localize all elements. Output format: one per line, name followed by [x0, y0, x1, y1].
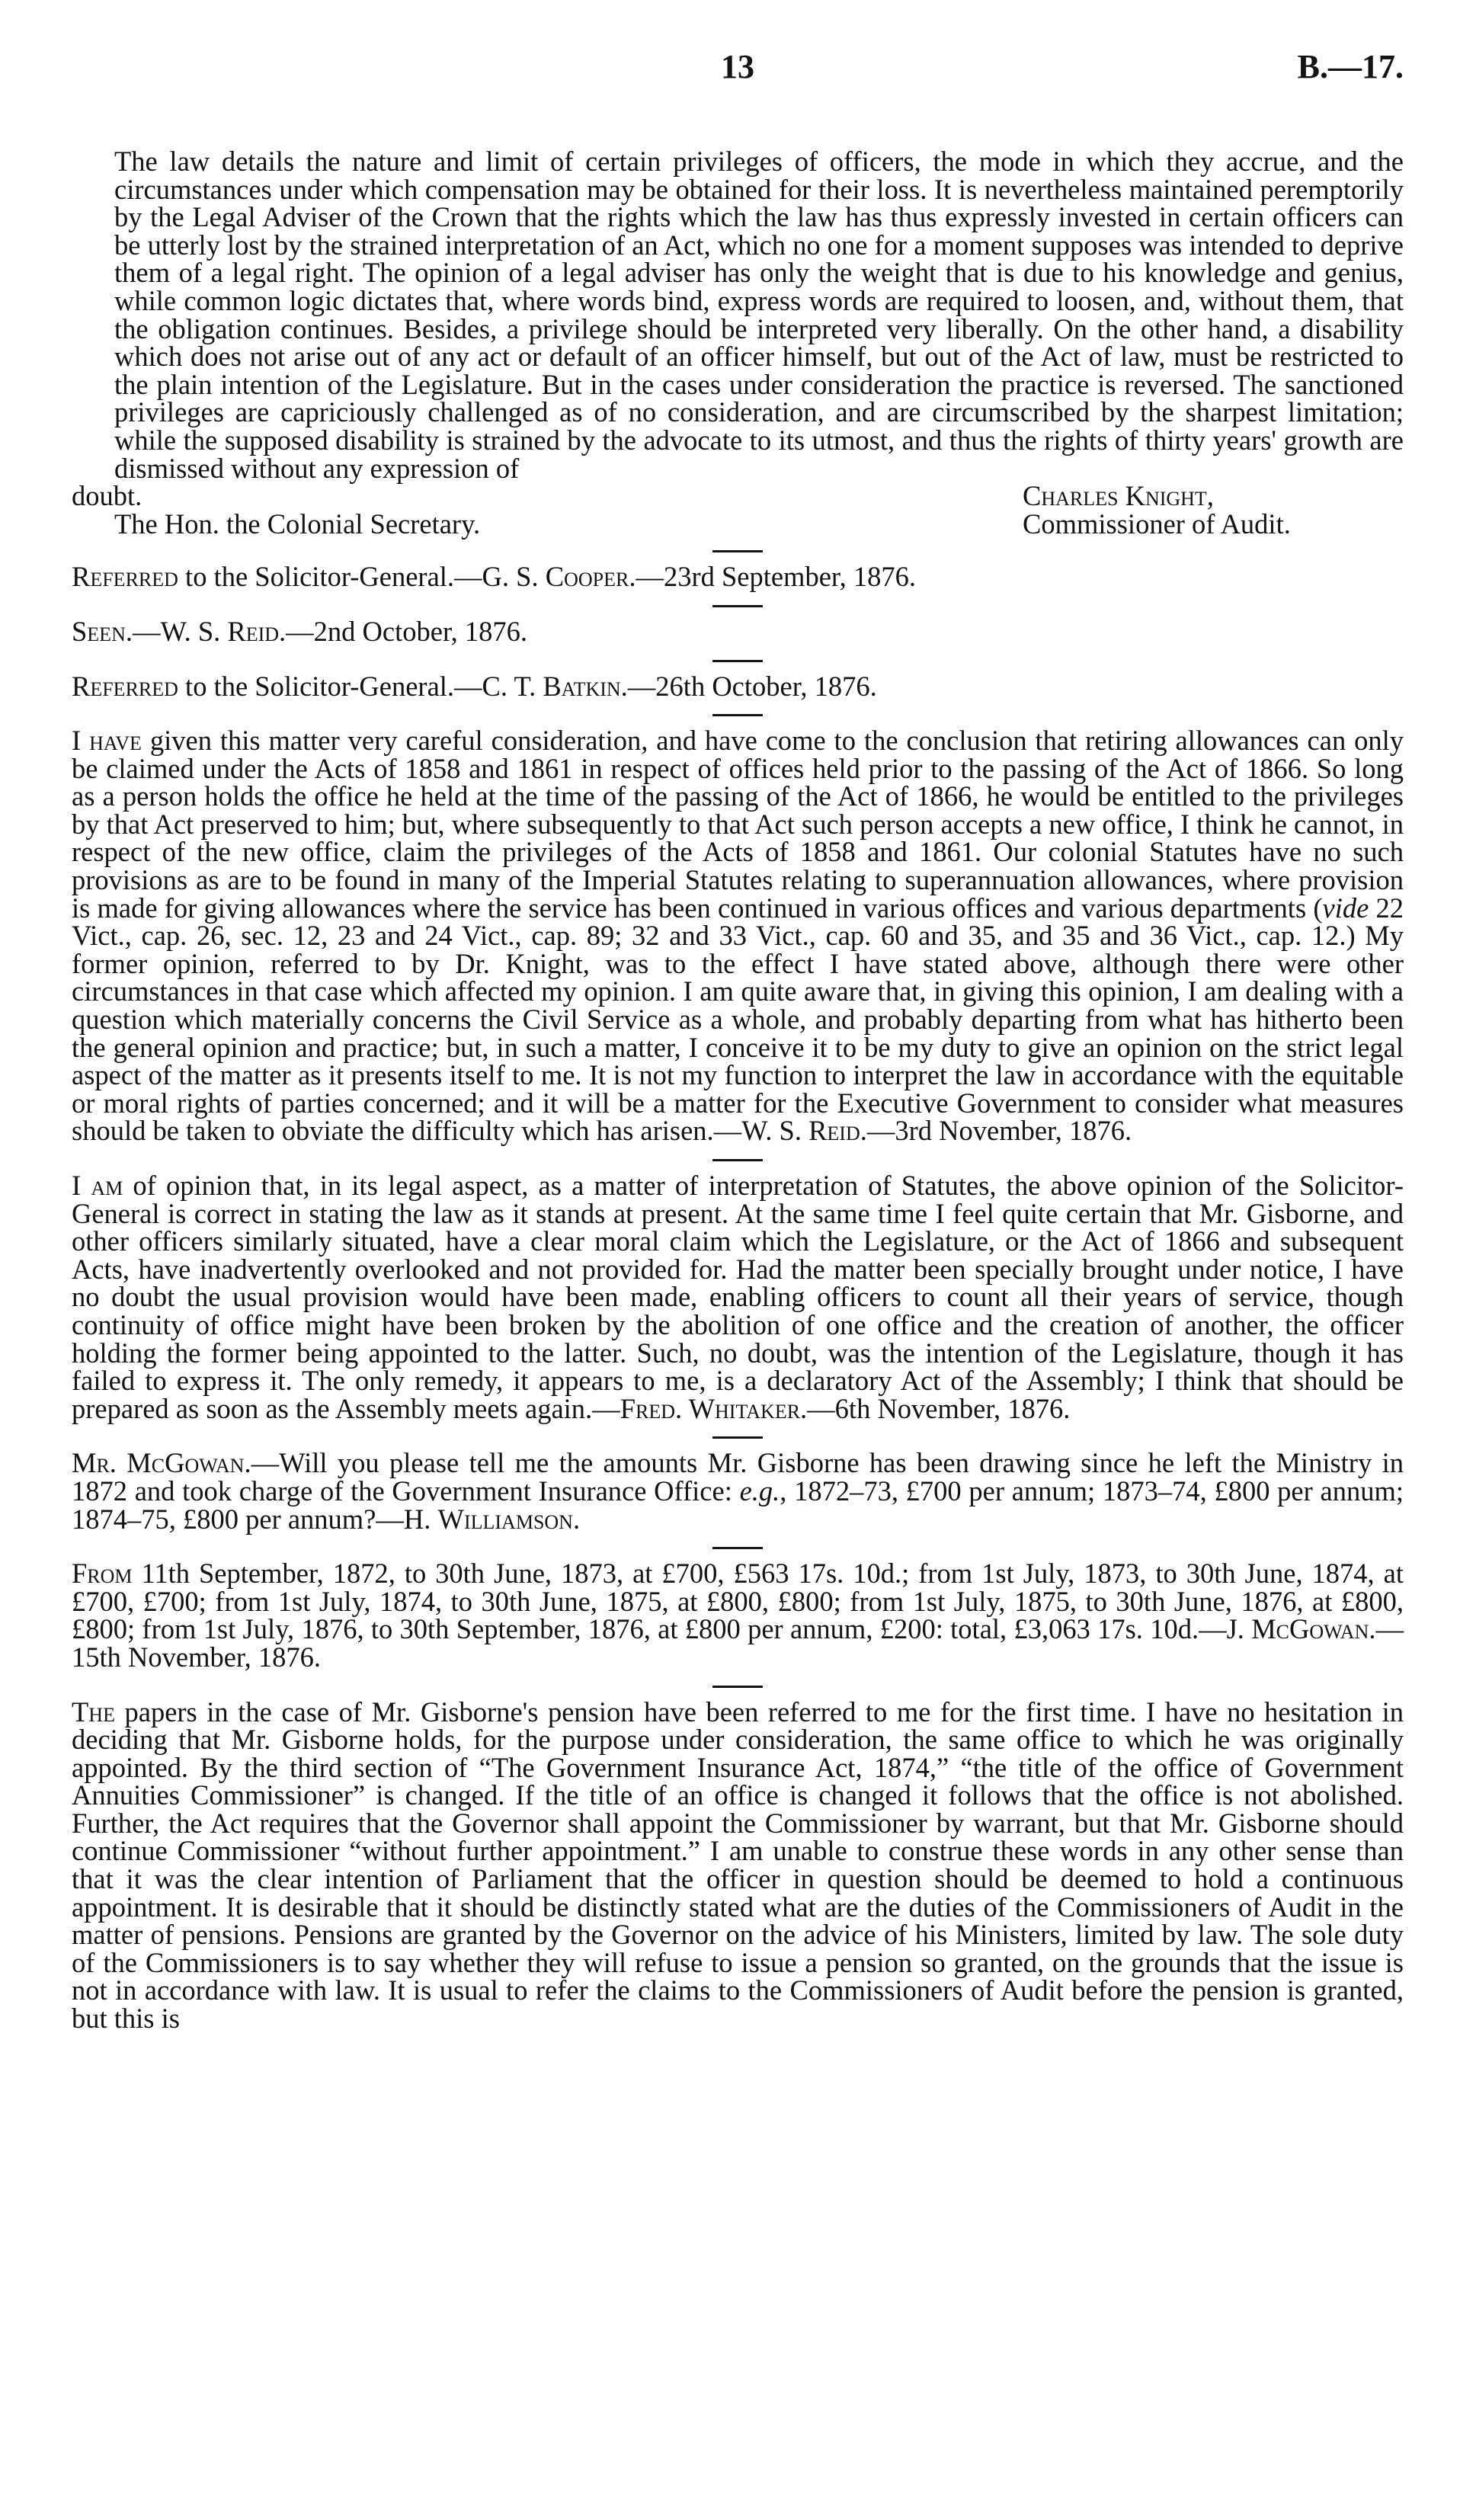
- paragraph-lead: From: [72, 1558, 133, 1590]
- williamson-query: [72, 1449, 1404, 1533]
- minute-referred-2: [72, 670, 1404, 702]
- solicitor-general-opinion: [72, 727, 1404, 1145]
- paragraph-text: of opinion that, in its legal aspect, as a matter of interpretation of Statutes, the above opinion of the Solicitor-General is correct in stating the law as it stands at present. At the same time I feel quite certain that Mr. Gisborne, and other officers similarly situated, have a clear moral claim which the Legislature, or the Act of 1866 and subsequent Acts, have inadvertently overlooked and not provided for. Had the matter been specially brought under notice, I have no doubt the usual provision would have been made, enabling officers to count all their years of service, though continuity of office might have been broken by the abolition of one office and the creation of another, the officer holding the former being appointed to the latter. Such, no doubt, was the intention of the Legislature, though it has failed to express it. The only remedy, it appears to me, is a declaratory Act of the Assembly; I think that should be prepared as soon as the Assembly meets again.—: [72, 1170, 1404, 1424]
- paragraph-text: papers in the case of Mr. Gisborne's pension have been referred to me for the first time. I have no hesitation in deciding that Mr. Gisborne holds, for the purpose under consideration, the same office to which he was originally appointed. By the third section of “The Government Insurance Act, 1874,” “the title of the office of Government Annuities Commissioner” is changed. If the title of an office is changed it follows that the office is not abolished. Further, the Act requires that the Governor shall appoint the Commissioner by warrant, but that Mr. Gisborne should continue Commissioner “without further appointment.” I am unable to construe these words in any other sense than that it was the clear intention of Parliament that the officer in question should be deemed to hold a continuous appointment. It is desirable that it should be distinctly stated what are the duties of the Commissioners of Audit in the matter of pensions. Pensions are granted by the Governor on the advice of his Ministers, limited by law. The sole duty of the Commissioners is to say whether they will refuse to issue a pension so granted, on the grounds that the issue is not in accordance with law. It is usual to refer the claims to the Commissioners of Audit before the pension is granted, but this is: [72, 1695, 1404, 2035]
- divider: [712, 605, 763, 607]
- paragraph-text: .—Will you please tell me the amounts Mr. Gisborne has been drawing since he left the Ministry in 1872 and took charge of the Government Insurance Office:: [72, 1447, 1404, 1507]
- signatory: Fred. Whitaker: [620, 1392, 801, 1424]
- signature-date: .—6th November, 1876.: [800, 1392, 1071, 1424]
- divider: [712, 1686, 763, 1688]
- divider: [712, 550, 763, 552]
- minute-text: .—W. S.: [125, 615, 228, 647]
- page-number: 13: [721, 48, 754, 85]
- audit-letter-text: The law details the nature and limit of certain privileges of officers, the mode in which they accrue, and the circumstances under which compensation may be obtained for their loss. It is nevertheless maintained peremptorily by the Legal Adviser of the Crown that the rights which the law has thus expressly invested in certain officers can be utterly lost by the strained interpretation of an Act, which no one for a moment supposes was intended to deprive them of a legal right. The opinion of a legal adviser has only the weight that is due to his knowledge and genius, while common logic dictates that, where words bind, express words are required to loosen, and, without them, that the obligation continues. Besides, a privilege should be interpreted very liberally. On the other hand, a disability which does not arise out of any act or default of an officer himself, but out of the Act of law, must be restricted to the plain intention of the Legislature. But in the cases under consideration the practice is reversed. The sanctioned privileges are capriciously challenged as of no consideration, and are circumscribed by the sharpest limitation; while the supposed disability is strained by the advocate to its utmost, and thus the rights of thirty years' growth are dismissed without any expression of: [114, 146, 1404, 484]
- minute-text: to the Solicitor-General.—C. T.: [178, 670, 543, 702]
- minute-text: to the Solicitor-General.—G. S.: [178, 561, 546, 593]
- signature-title: Commissioner of Audit.: [1023, 508, 1291, 540]
- document-page: [72, 0, 1404, 2033]
- mcgowan-reply: [72, 1560, 1404, 1671]
- signature-name: Charles Knight,: [1023, 480, 1214, 512]
- signature-date: .—15th November, 1876.: [72, 1613, 1404, 1673]
- minute-seen: [72, 615, 1404, 647]
- paper-reference: B.—17.: [1297, 48, 1404, 85]
- minute-lead: Seen: [72, 615, 126, 647]
- signature-line-1: [72, 482, 1404, 511]
- minute-signatory: Reid: [227, 615, 280, 647]
- audit-letter-body: [72, 148, 1404, 482]
- signatory: Williamson: [437, 1503, 573, 1535]
- signature-line-2: [72, 508, 1404, 540]
- signatory: McGowan: [1251, 1613, 1369, 1645]
- paragraph-text: 22 Vict., cap. 26, sec. 12, 23 and 24 Vict., cap. 89; 32 and 33 Vict., cap. 60 and 35, and 35 and 36 Vict., cap. 12.) My former opinion, referred to by Dr. Knight, was to the effect I have stated above, although there were other circumstances in that case which affected my opinion. I am quite aware that, in giving this opinion, I am dealing with a question which materially concerns the Civil Service as a whole, and probably departing from what has hitherto been the general opinion and practice; but, in such a matter, I conceive it to be my duty to give an opinion on the strict legal aspect of the matter as it presents itself to me. It is not my function to interpret the law in accordance with the equitable or moral rights of parties concerned; and it will be a matter for the Executive Government to consider what measures should be taken to obviate the difficulty which has arisen.—W. S.: [72, 892, 1404, 1147]
- vide-italic: vide: [1322, 892, 1369, 924]
- signatory: Reid: [808, 1115, 860, 1147]
- minute-signatory: Cooper: [545, 561, 629, 593]
- eg-italic: e.g.: [739, 1475, 780, 1507]
- paragraph-lead: I have: [72, 725, 142, 757]
- minute-lead: Referred: [72, 670, 178, 702]
- minute-lead: Referred: [72, 561, 178, 593]
- paragraph-lead: The: [72, 1695, 115, 1727]
- divider: [712, 1159, 763, 1161]
- minute-date: .—23rd September, 1876.: [629, 561, 916, 593]
- whitaker-opinion: [72, 1172, 1404, 1423]
- page-header: [72, 0, 1404, 90]
- paragraph-text: , 1872–73, £700 per annum; 1873–74, £800 per annum; 1874–75, £800 per annum?—H.: [72, 1475, 1404, 1535]
- signature-date: .—3rd November, 1876.: [860, 1115, 1132, 1147]
- minute-date: .—26th October, 1876.: [620, 670, 877, 702]
- divider: [712, 1436, 763, 1439]
- minute-signatory: Batkin: [543, 670, 621, 702]
- divider: [712, 1547, 763, 1549]
- paragraph-text: 11th September, 1872, to 30th June, 1873, at £700, £563 17s. 10d.; from 1st July, 1873, to 30th June, 1874, at £700, £700; from 1st July, 1874, to 30th June, 1875, at £800, £800; from 1st July, 1875, to 30th June, 1876, at £800, £800; from 1st July, 1876, to 30th September, 1876, at £800 per annum, £200: total, £3,063 17s. 10d.—J.: [72, 1558, 1404, 1645]
- divider: [712, 714, 763, 716]
- paragraph-lead: Mr. McGowan: [72, 1447, 245, 1479]
- last-word: doubt.: [72, 480, 142, 512]
- addressee: The Hon. the Colonial Secretary.: [114, 508, 481, 540]
- divider: [712, 660, 763, 662]
- audit-letter: [72, 148, 1404, 538]
- paragraph-text: given this matter very careful consideration, and have come to the conclusion that retiring allowances can only be claimed under the Acts of 1858 and 1861 in respect of offices held prior to the passing of the Act of 1866. So long as a person holds the office he held at the time of the passing of the Act of 1866, he would be entitled to the privileges by that Act preserved to him; but, where subsequently to that Act such person accepts a new office, I think he cannot, in respect of the new office, claim the privileges of the Acts of 1858 and 1861. Our colonial Statutes have no such provisions as are to be found in many of the Imperial Statutes relating to superannuation allowances, where provision is made for giving allowances where the service has been continued in various offices and various departments (: [72, 725, 1404, 924]
- paragraph-lead: I am: [72, 1170, 123, 1201]
- minute-date: .—2nd October, 1876.: [279, 615, 528, 647]
- minute-referred-1: [72, 563, 1404, 591]
- paragraph-end: .: [572, 1503, 581, 1535]
- pension-opinion: [72, 1695, 1404, 2035]
